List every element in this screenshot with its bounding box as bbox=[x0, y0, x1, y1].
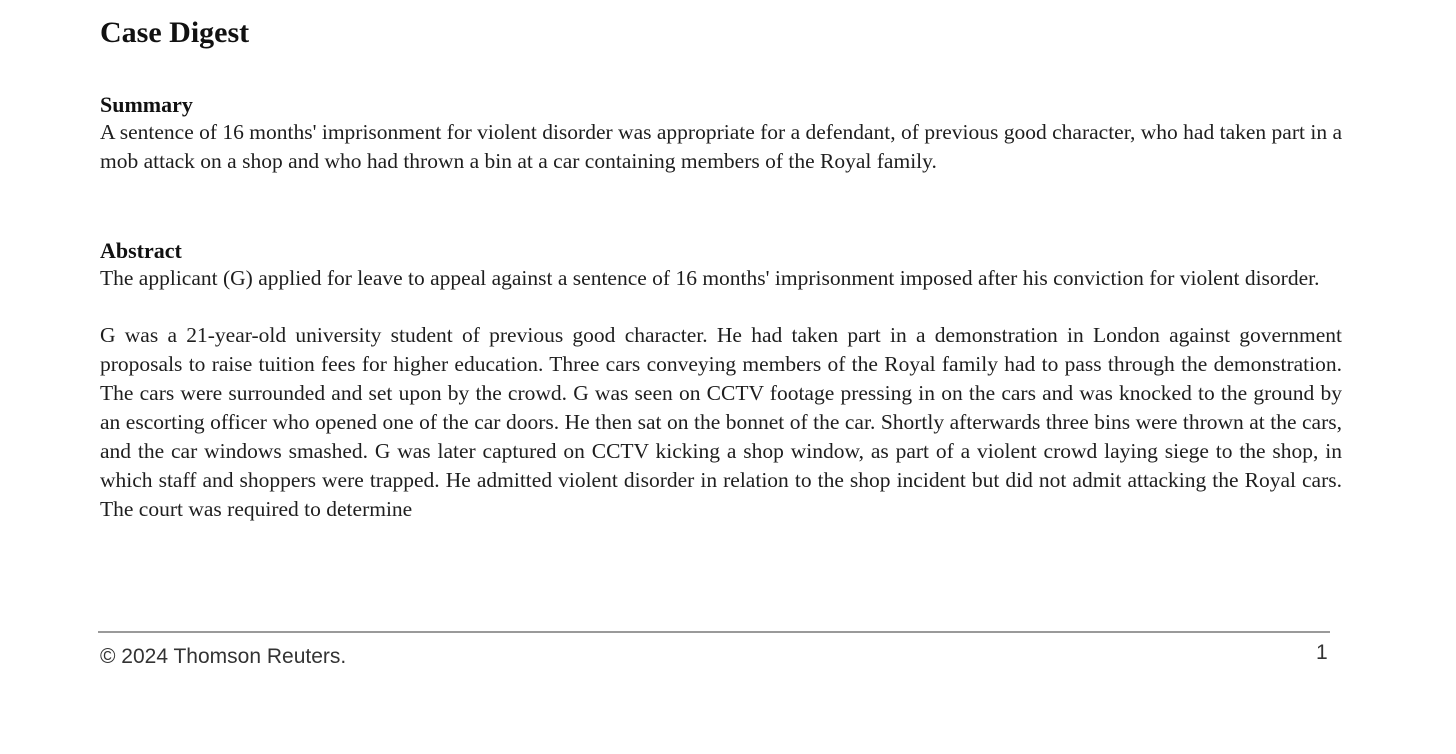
footer-divider bbox=[98, 631, 1330, 633]
abstract-paragraph: The applicant (G) applied for leave to appeal against a sentence of 16 months' imprisonment imposed after his conviction for violent disorder. bbox=[100, 266, 1320, 290]
summary-text: A sentence of 16 months' imprisonment for violent disorder was appropriate for a defendant, of previous good character, who had taken part in a mob attack on a shop and who had thrown a bin at a car containing members of the Royal family. bbox=[100, 120, 1342, 173]
document-title: Case Digest bbox=[100, 16, 250, 49]
abstract-paragraph: G was a 21-year-old university student of previous good character. He had taken part in a demonstration in London against government proposals to raise tuition fees for higher education. Three cars conveying members of the Royal family had to pass through the demonstration. The cars were surrounded and set upon by the crowd. G was seen on CCTV footage pressing in on the cars and was knocked to the ground by an escorting officer who opened one of the car doors. He then sat on the bonnet of the car. Shortly afterwards three bins were thrown at the cars, and the car windows smashed. G was later captured on CCTV kicking a shop window, as part of a violent crowd laying siege to the shop, in which staff and shoppers were trapped. He admitted violent disorder in relation to the shop incident but did not admit attacking the Royal cars. The court was required to determine bbox=[100, 323, 1342, 521]
page-number: 1 bbox=[1316, 641, 1328, 664]
footer-copyright: © 2024 Thomson Reuters. bbox=[100, 645, 347, 668]
summary-heading: Summary bbox=[100, 92, 193, 117]
abstract-heading: Abstract bbox=[100, 238, 182, 263]
document-page bbox=[100, 14, 1342, 524]
